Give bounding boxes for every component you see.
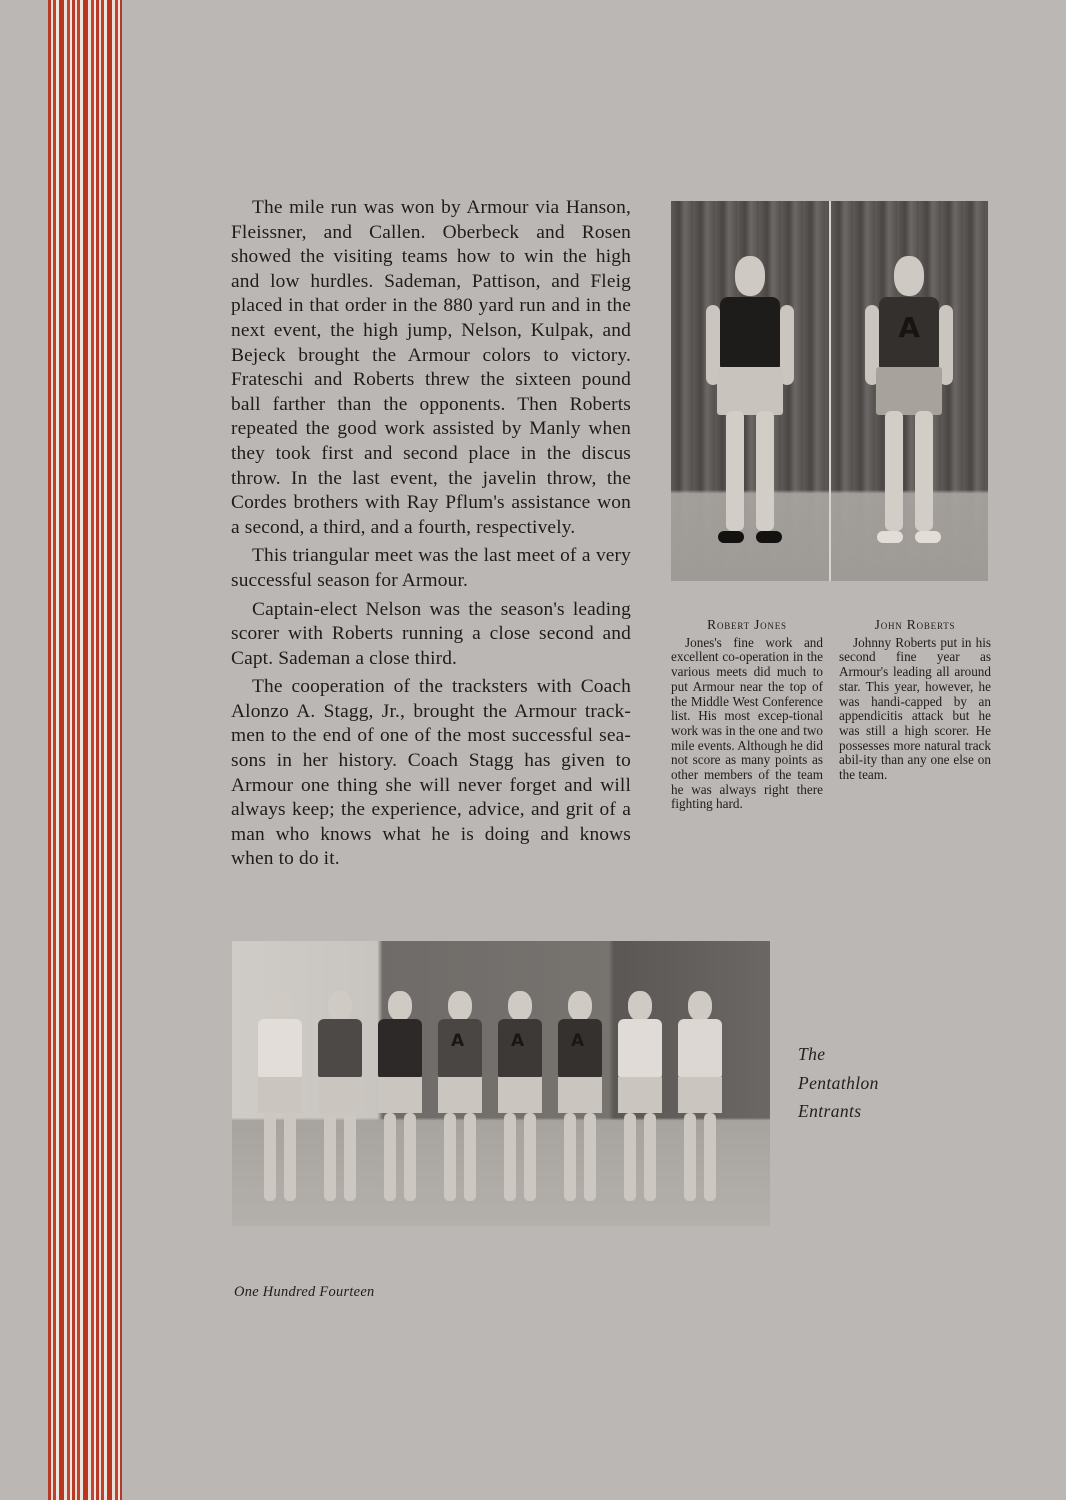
article-paragraph: Captain-elect Nelson was the season's leading scorer with Roberts running a close second and Capt. Sademan a close third. — [231, 598, 631, 669]
athlete-leg — [684, 1113, 696, 1201]
caption-john-roberts — [839, 618, 991, 812]
caption-bio: Jones's fine work and excellent co-operation in the various meets did much to put Armour near the top of the Middle West Conference list. His most excep-tional work was in the one and two mile events. Although he did not score as many points as other members of the team he was always right there fighting hard. — [671, 634, 824, 812]
figure-shoe — [756, 531, 782, 543]
jersey-letter: A — [451, 1031, 465, 1051]
athlete-leg — [264, 1113, 276, 1201]
athlete-leg — [464, 1113, 476, 1201]
athlete-shorts — [558, 1077, 602, 1113]
athlete-jersey — [618, 1019, 662, 1077]
athlete-shorts — [498, 1077, 542, 1113]
athlete-jersey — [678, 1019, 722, 1077]
athlete-head — [388, 991, 412, 1021]
team-athlete — [434, 991, 486, 1206]
athlete-leg — [644, 1113, 656, 1201]
team-athlete — [554, 991, 606, 1206]
figure-shorts — [876, 367, 942, 415]
athlete-leg — [624, 1113, 636, 1201]
athlete-leg — [524, 1113, 536, 1201]
figure-leg — [726, 411, 744, 531]
jersey-letter: A — [571, 1031, 585, 1051]
team-athlete — [374, 991, 426, 1206]
athlete-head — [508, 991, 532, 1021]
athlete-leg — [344, 1113, 356, 1201]
article-body — [231, 196, 631, 876]
portrait-photo-robert-jones — [671, 201, 829, 581]
athlete-jersey — [378, 1019, 422, 1077]
caption-line: Entrants — [798, 1101, 862, 1121]
jersey-letter: A — [898, 311, 921, 344]
team-athlete — [494, 991, 546, 1206]
figure-leg — [756, 411, 774, 531]
portrait-captions — [671, 618, 991, 812]
team-athlete — [254, 991, 306, 1206]
athlete-head — [268, 991, 292, 1021]
athlete-leg — [584, 1113, 596, 1201]
caption-robert-jones — [671, 618, 823, 812]
athlete-shorts — [618, 1077, 662, 1113]
athlete-head — [448, 991, 472, 1021]
team-photo-pentathlon-entrants — [232, 941, 770, 1226]
figure-shorts — [717, 367, 783, 415]
athlete-shorts — [438, 1077, 482, 1113]
caption-name: John Roberts — [874, 617, 956, 632]
figure-leg — [885, 411, 903, 531]
athlete-jersey — [318, 1019, 362, 1077]
article-paragraph: The mile run was won by Armour via Hanson, Fleissner, and Callen. Oberbeck and Rosen showed the visiting teams how to win the high and low hurdles. Sademan, Pattison, and Fleig placed in that order in the 880 yard run and in the next event, the high jump, Nelson, Kulpak, and Bejeck brought the Armour colors to victory. Frateschi and Roberts threw the sixteen pound ball farther than the opponents. Then Roberts repeated the good work assisted by Manly when they took first and second place in the discus throw. In the last event, the javelin throw, the Cordes brothers with Ray Pflum's assistance won a second, a third, and a fourth, respectively. — [231, 197, 631, 538]
athlete-leg — [564, 1113, 576, 1201]
athlete-shorts — [258, 1077, 302, 1113]
athlete-shorts — [378, 1077, 422, 1113]
article-paragraph: The cooperation of the tracksters with Coach Alonzo A. Stagg, Jr., brought the Armour track-men to the end of one of the most successful sea-sons in her history. Coach Stagg has given to Armour one thing she will never forget and will always keep; the experience, advice, and grit of a man who knows what he is doing and knows when to do it. — [231, 676, 631, 870]
figure-head — [735, 256, 765, 296]
article-paragraph: This triangular meet was the last meet of a very successful season for Armour. — [231, 545, 631, 591]
athlete-head — [628, 991, 652, 1021]
athlete-leg — [444, 1113, 456, 1201]
athlete-leg — [704, 1113, 716, 1201]
athlete-jersey — [258, 1019, 302, 1077]
page-number: One Hundred Fourteen — [234, 1284, 375, 1300]
team-photo-caption — [798, 1040, 879, 1126]
athlete-shorts — [318, 1077, 362, 1113]
athlete-leg — [504, 1113, 516, 1201]
jersey-letter: A — [511, 1031, 525, 1051]
athlete-leg — [404, 1113, 416, 1201]
portrait-photo-john-roberts — [831, 201, 989, 581]
figure-leg — [915, 411, 933, 531]
athlete-leg — [324, 1113, 336, 1201]
athlete-head — [688, 991, 712, 1021]
figure-sock — [877, 531, 903, 543]
caption-name: Robert Jones — [707, 617, 787, 632]
athlete-head — [568, 991, 592, 1021]
figure-jersey — [720, 297, 780, 367]
figure-head — [894, 256, 924, 296]
caption-line: Pentathlon — [798, 1072, 879, 1093]
caption-line: The — [798, 1044, 826, 1064]
athlete-shorts — [678, 1077, 722, 1113]
caption-bio: Johnny Roberts put in his second fine year as Armour's leading all around star. This year, however, he was handi-capped by an appendicitis attack but he was still a high scorer. He possesses more natural track abil-ity than any one else on the team. — [839, 634, 991, 783]
team-athlete — [614, 991, 666, 1206]
team-athlete — [314, 991, 366, 1206]
portrait-photos — [671, 201, 988, 581]
athlete-head — [328, 991, 352, 1021]
figure-shoe — [718, 531, 744, 543]
figure-sock — [915, 531, 941, 543]
decorative-striped-border — [48, 0, 122, 1500]
athlete-leg — [384, 1113, 396, 1201]
athlete-leg — [284, 1113, 296, 1201]
team-athlete — [674, 991, 726, 1206]
